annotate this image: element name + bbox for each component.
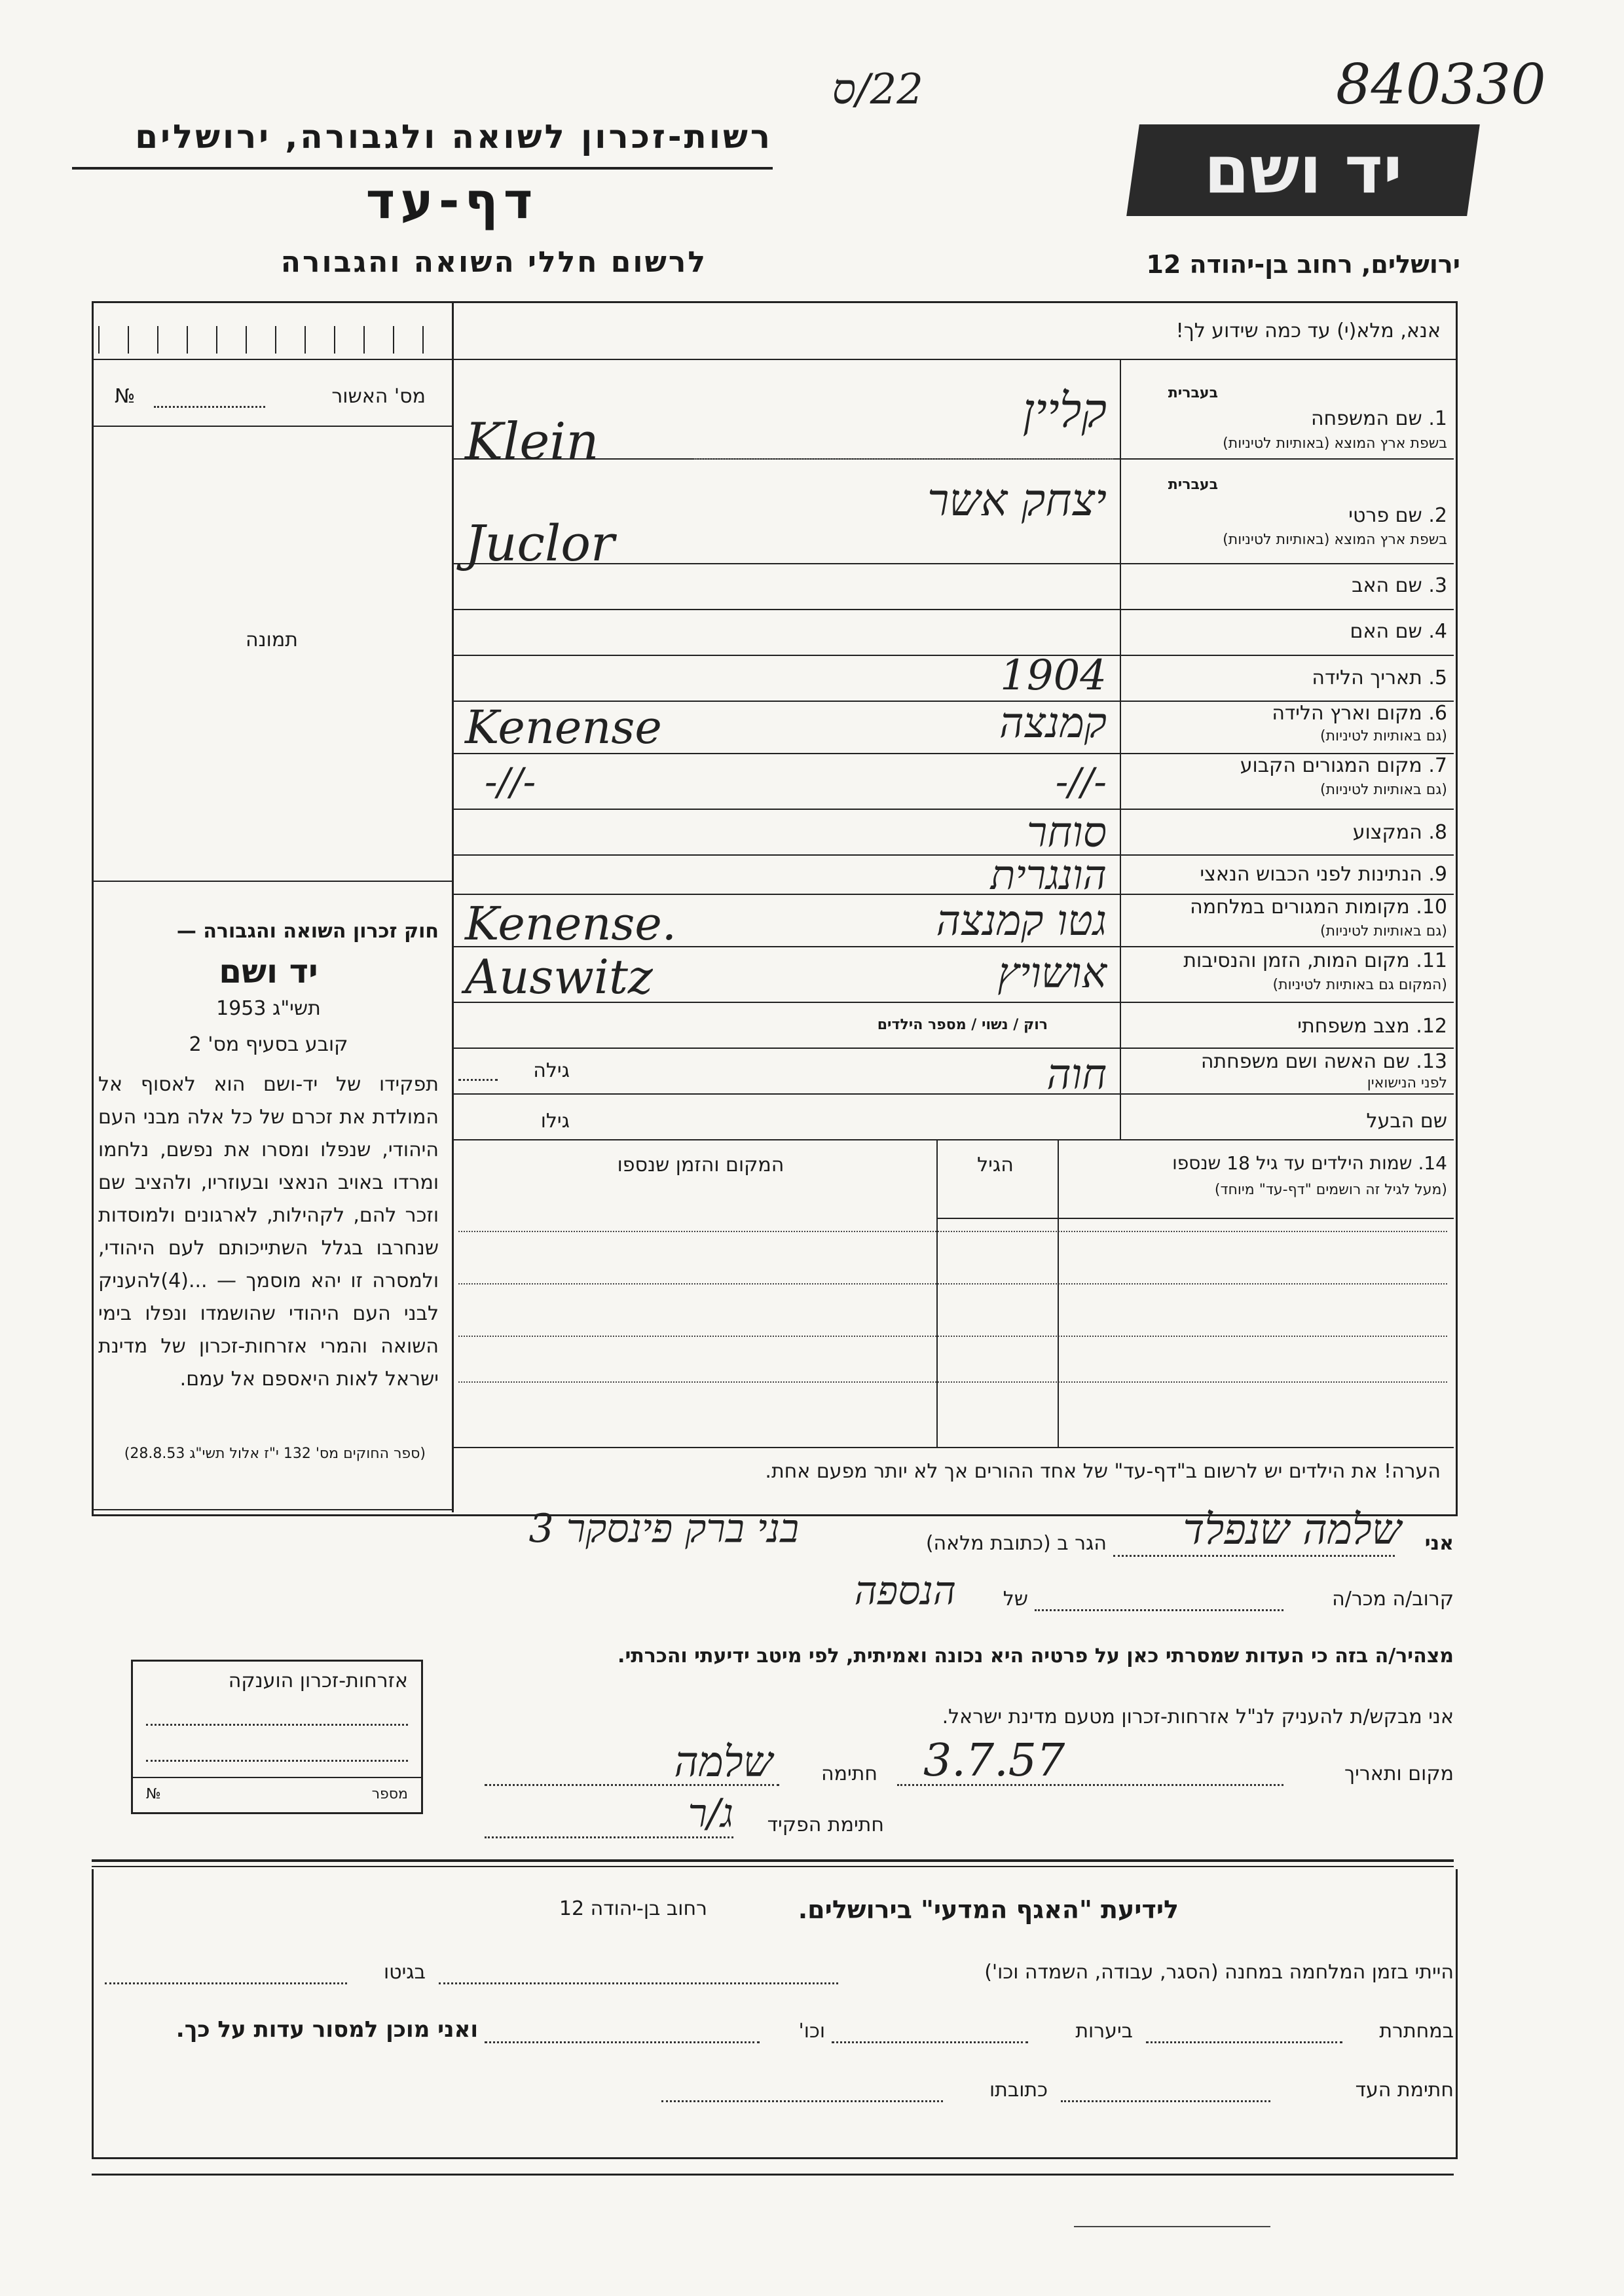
field-6-latin[interactable]: Kenense [465, 701, 662, 754]
field-2-tag: בעברית [1168, 477, 1218, 493]
field-11-sub: (המקום גם באותיות לטיניות) [1272, 977, 1447, 993]
field-1-latin[interactable]: Klein [465, 412, 599, 471]
children-sub: (מעל לגיל זה רושמים "דף-עד" מיוחד) [1214, 1182, 1447, 1198]
field-5-label: 5. תאריך הלידה [1312, 666, 1447, 689]
field-7-latin[interactable]: -//- [485, 759, 536, 804]
law-title: חוק זכרון השואה והגבורה — [176, 920, 439, 943]
declaration-request: אני מבקש/ת להעניק לנ"ל אזרחות-זכרון מטעם מדינת ישראל. [942, 1705, 1454, 1728]
declaration-statement: מצהיר/ה בזה כי העדות שמסרתי כאן על פרטיה היא נכונה ואמיתית, לפי מיטב ידיעתי והכרתי. [618, 1645, 1454, 1667]
law-name: יד ושם [219, 953, 318, 991]
field-11-hebrew[interactable]: אושויץ [997, 949, 1107, 998]
official-label: חתימת הפקיד [767, 1813, 884, 1836]
field-11-latin[interactable]: Auswitz [465, 949, 653, 1004]
form-title: דף-עד [365, 172, 538, 230]
field-1-sub: בשפת ארץ המוצא (באותיות לטיניות) [1223, 435, 1447, 452]
field-10-sub: (גם באותיות לטיניות) [1320, 923, 1447, 939]
authority-line: רשות-זכרון לשואה ולגבורה, ירושלים [135, 118, 773, 156]
decl-ani: אני [1424, 1532, 1454, 1555]
form-subtitle: לרשום חללי השואה והגבורה [280, 246, 707, 279]
intro-text: אנא, מלא(י) עד כמה שידוע לך! [1175, 319, 1441, 342]
field-9-value[interactable]: הונגרית [990, 851, 1107, 899]
field-4-label: 4. שם האם [1350, 620, 1447, 643]
info-address: רחוב בן-יהודה 12 [559, 1897, 707, 1920]
citizenship-box-title: אזרחות-זכרון הוענקה [228, 1669, 408, 1692]
field-1-hebrew[interactable]: קליין [1022, 383, 1107, 438]
field-3-label: 3. שם האב [1352, 574, 1447, 597]
law-text: תפקידו של יד-ושם הוא לאסוף אל המולדת את זכרם של כל אלה מבני העם היהודי, שנפלו ומסרו את נפשם, נלחמו ומרדו באויב הנאצי ובעוזריו, ולהציב שם וזכר להם, לקהילות, לארגונים ולמוסדות שנחרבו בגלל השתייכותם לעם היהודי, ולמסרה זו יהא מוסמך — ...(4)להעניק לבני העם היהודי שהושמדו ונפלו בימי השואה והמרי אזרחות-זכרון של מדינת ישראל לאות היאספם אל עמם. [98, 1073, 439, 1391]
field-2-latin[interactable]: Juclor [465, 514, 615, 572]
law-source: (ספר החוקים מס' 132 י"ז אלול תשי"ג 28.8.53) [124, 1446, 426, 1462]
address-value[interactable]: בני ברק פינסקר 3 [528, 1506, 799, 1552]
field-1-label: 1. שם המשפחה [1310, 407, 1447, 430]
husband-age-label: גילו [540, 1110, 570, 1133]
place-date-label: מקום ותאריך [1344, 1762, 1454, 1785]
address: ירושלים, רחוב בן-יהודה 12 [1146, 250, 1460, 279]
wife-age-label: גילה [533, 1059, 570, 1082]
field-2-label: 2. שם פרטי [1348, 504, 1447, 527]
field-7-sub: (גם באותיות לטיניות) [1320, 782, 1447, 798]
law-clause: קובע בסעיף מס' 2 [189, 1033, 348, 1056]
field-12-label: 12. מצב משפחתי [1297, 1015, 1447, 1038]
resides-label: הגר ב (כתובת מלאה) [925, 1532, 1107, 1555]
field-10-latin[interactable]: Kenense. [465, 897, 677, 951]
logo-box [1126, 124, 1480, 216]
children-label: 14. שמות הילדים עד גיל 18 שנספו [1172, 1152, 1447, 1174]
field-11-label: 11. מקום המות, הזמן והנסיבות [1183, 949, 1447, 972]
field-1-tag: בעברית [1168, 385, 1218, 401]
approval-label: מס' האשור [331, 385, 426, 408]
photo-label: תמונה [246, 629, 298, 651]
of-label: של [1003, 1588, 1028, 1611]
field-13-value[interactable]: חוה [1046, 1051, 1107, 1099]
law-year: תשי"ג 1953 [216, 997, 321, 1020]
relative-label: קרוב/ה מכר/ה [1332, 1588, 1454, 1611]
record-number: 840330 [1336, 52, 1546, 117]
info-title: לידיעת "האגף המדעי" בירושלים. [798, 1895, 1179, 1924]
citizenship-number-label: מספר [371, 1786, 408, 1802]
husband-label: שם הבעל [1366, 1110, 1447, 1133]
in-forests: ביערות [1075, 2020, 1133, 2043]
field-2-sub: בשפת ארץ המוצא (באותיות לטיניות) [1223, 532, 1447, 548]
no-symbol: № [115, 385, 136, 408]
field-8-value[interactable]: סוחר [1026, 809, 1107, 857]
header-rule [72, 167, 773, 170]
etc-label: וכו' [798, 2020, 825, 2043]
col-age-header: הגיל [977, 1154, 1014, 1176]
field-6-sub: (גם באותיות לטיניות) [1320, 728, 1447, 744]
field-10-hebrew[interactable]: גטו קמנצה [936, 897, 1107, 945]
official-value[interactable]: ג/ר [688, 1791, 733, 1836]
witness-address-label: כתובתו [989, 2079, 1048, 2102]
in-underground: במחתרת [1379, 2020, 1454, 2043]
witness-signature-label: חתימת העד [1355, 2079, 1454, 2102]
info-line1: הייתי בזמן המלחמה במחנה (הסגר, עבודה, השמדה וכו') [984, 1961, 1454, 1984]
in-ghetto: בגיטו [383, 1961, 426, 1984]
citizenship-box [131, 1660, 423, 1814]
approval-number-boxes [98, 326, 452, 354]
col-place-header: המקום והזמן שנספו [617, 1154, 784, 1176]
note-text: הערה! את הילדים יש לרשום ב"דף-עד" של אחד ההורים אך לא יותר מפעם אחת. [765, 1460, 1441, 1483]
logo-text: יד ושם [1204, 132, 1403, 208]
marital-options: רוק / נשוי / מספר הילדים [877, 1017, 1048, 1033]
signature-value[interactable]: שלמה [674, 1738, 773, 1787]
field-7-hebrew[interactable]: -//- [1055, 759, 1107, 804]
signature-label: חתימה [821, 1762, 877, 1785]
page-ref: 22/ס [832, 65, 923, 114]
date-value[interactable]: 3.7.57 [923, 1735, 1065, 1787]
ready-statement: ואני מוכן למסור עדות על כך. [175, 2016, 478, 2043]
relation-value[interactable]: הנספה [854, 1568, 956, 1614]
field-9-label: 9. הנתינות לפני הכבוש הנאצי [1200, 863, 1447, 886]
field-6-label: 6. מקום וארץ הלידה [1272, 702, 1447, 725]
field-6-hebrew[interactable]: קמנצה [999, 699, 1107, 748]
field-13-label: 13. שם האשה ושם משפחתה [1200, 1050, 1447, 1073]
declarant-name[interactable]: שלמה שנפלד [1183, 1506, 1401, 1554]
field-8-label: 8. המקצוע [1352, 821, 1447, 844]
citizenship-no: № [146, 1786, 161, 1802]
field-10-label: 10. מקומות המגורים במלחמה [1190, 896, 1447, 919]
field-5-value[interactable]: 1904 [1000, 651, 1107, 700]
field-7-label: 7. מקום המגורים הקבוע [1240, 754, 1447, 777]
field-13-sub: לפני הנישואין [1367, 1075, 1447, 1091]
field-2-hebrew[interactable]: יצחק אשר [927, 475, 1107, 526]
